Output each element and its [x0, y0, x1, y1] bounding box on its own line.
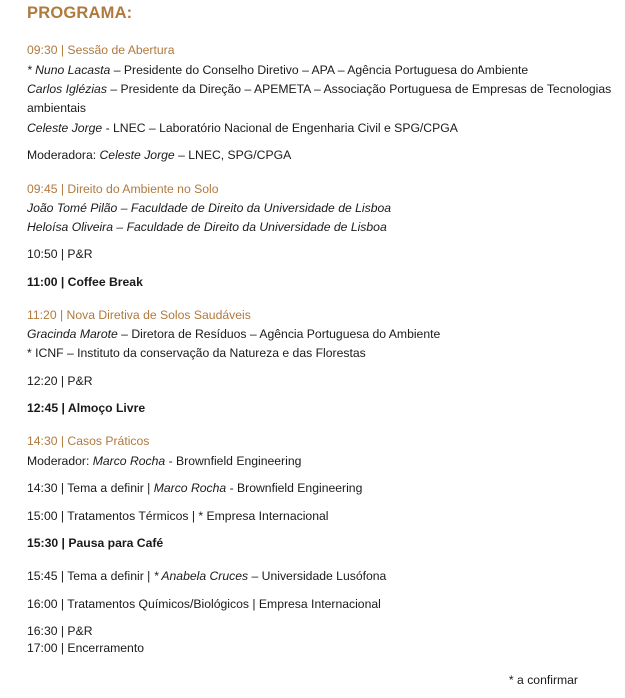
footnote: * a confirmar	[508, 673, 578, 687]
speaker-line: João Tomé Pilão – Faculdade de Direito da Universidade de Lisboa	[27, 201, 392, 215]
speaker-line: Heloísa Oliveira – Faculdade de Direito da Universidade de Lisboa	[27, 220, 387, 234]
speaker-role: – Diretora de Resíduos – Agência Portuguesa do Ambiente	[117, 327, 441, 341]
speaker-name: Marco Rocha	[153, 481, 227, 495]
talk-line	[27, 567, 386, 585]
talk-line: 15:00 | Tratamentos Térmicos | * Empresa Internacional	[27, 509, 329, 523]
moderator-line	[27, 146, 291, 164]
moderator-name: Marco Rocha	[92, 454, 166, 468]
speaker-name: Celeste Jorge	[27, 121, 103, 135]
speaker-name: Carlos Iglézias	[27, 82, 107, 96]
coffee-break: 11:00 | Coffee Break	[27, 275, 143, 289]
speaker-line: * ICNF – Instituto da conservação da Natureza e das Florestas	[27, 346, 366, 360]
speaker-role: - Brownfield Engineering	[226, 481, 363, 495]
session-law-heading: 09:45 | Direito do Ambiente no Solo	[27, 182, 219, 196]
speaker-name: * Anabela Cruces	[153, 569, 249, 583]
pause-break: 15:30 | Pausa para Café	[27, 536, 164, 550]
speaker-name: Gracinda Marote	[27, 327, 118, 341]
talk-line: 16:00 | Tratamentos Químicos/Biológicos | Empresa Internacional	[27, 597, 381, 611]
session-cases-heading: 14:30 | Casos Práticos	[27, 434, 150, 448]
moderator-label: Moderadora:	[27, 148, 100, 162]
speaker-line	[27, 61, 528, 79]
lunch-break: 12:45 | Almoço Livre	[27, 401, 146, 415]
qa-slot: 12:20 | P&R	[27, 374, 93, 388]
speaker-role: – Universidade Lusófona	[248, 569, 387, 583]
moderator-line	[27, 452, 301, 470]
closing-slot: 17:00 | Encerramento	[27, 641, 144, 655]
qa-slot: 16:30 | P&R	[27, 624, 93, 638]
talk-time-topic: 15:45 | Tema a definir |	[27, 569, 154, 583]
speaker-role-continuation: ambientais	[27, 101, 86, 115]
speaker-role: – Presidente da Direção – APEMETA – Associação Portuguesa de Empresas de Tecnologias	[106, 82, 612, 96]
speaker-line	[27, 80, 611, 98]
talk-time-topic: 14:30 | Tema a definir |	[27, 481, 154, 495]
talk-line	[27, 479, 362, 497]
moderator-label: Moderador:	[27, 454, 93, 468]
session-opening-heading: 09:30 | Sessão de Abertura	[27, 43, 175, 57]
speaker-role: - LNEC – Laboratório Nacional de Engenharia Civil e SPG/CPGA	[102, 121, 458, 135]
moderator-name: Celeste Jorge	[99, 148, 175, 162]
moderator-role: – LNEC, SPG/CPGA	[174, 148, 292, 162]
speaker-role: – Presidente do Conselho Diretivo – APA – Agência Portuguesa do Ambiente	[110, 63, 529, 77]
speaker-name: * Nuno Lacasta	[27, 63, 111, 77]
speaker-line	[27, 119, 458, 137]
qa-slot: 10:50 | P&R	[27, 247, 93, 261]
moderator-role: - Brownfield Engineering	[165, 454, 302, 468]
speaker-line	[27, 325, 440, 343]
program-title: PROGRAMA:	[27, 4, 133, 22]
session-directive-heading: 11:20 | Nova Diretiva de Solos Saudáveis	[27, 308, 251, 322]
